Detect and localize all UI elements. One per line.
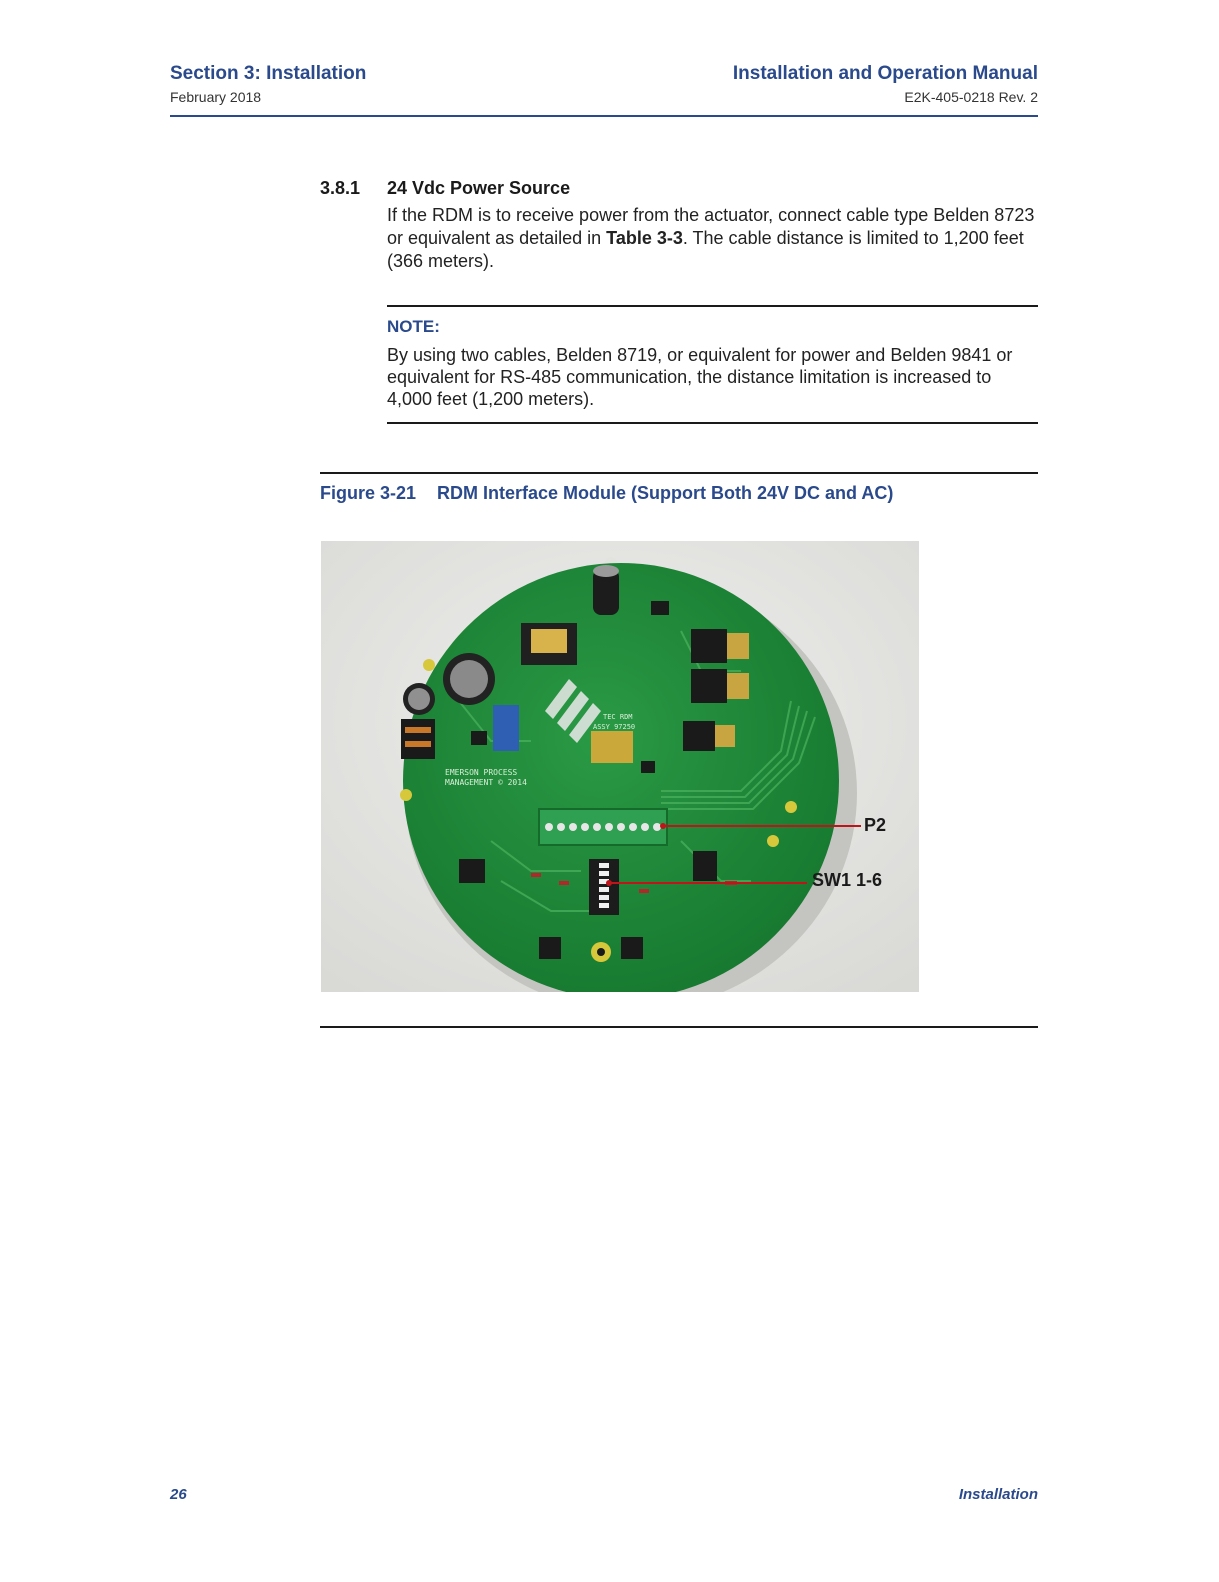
callout-sw1: SW1 1-6 — [812, 870, 883, 890]
callout-p2: P2 — [864, 815, 887, 835]
header-date: February 2018 — [170, 89, 262, 105]
note-label: NOTE: — [387, 317, 440, 336]
figure-bottom-rule — [320, 1026, 1038, 1028]
note-bottom-rule — [387, 422, 1038, 424]
silkscreen-assy-2: ASSY 97250 — [593, 723, 636, 731]
figure-number: Figure 3-21 — [320, 483, 417, 503]
silkscreen-maker-2: MANAGEMENT © 2014 — [445, 778, 527, 787]
figure-top-rule — [320, 472, 1038, 474]
header-rule — [170, 115, 1038, 117]
figure-photo-pcb — [321, 541, 919, 992]
silkscreen-assy-1: TEC RDM — [603, 713, 633, 721]
footer-page-number: 26 — [170, 1486, 187, 1503]
section-body-text-2: . The cable distance is limited to 1,200 feet (366 meters). — [387, 228, 1024, 271]
section-body-text-1: If the RDM is to receive power from the actuator, connect cable type Belden 8723 or equivalent as detailed in — [387, 205, 1035, 248]
table-reference-link[interactable]: Table 3-3 — [606, 228, 683, 248]
header-section-title: Section 3: Installation — [170, 63, 367, 84]
section-title: 24 Vdc Power Source — [387, 178, 571, 198]
footer-section-name: Installation — [958, 1486, 1038, 1503]
section-number: 3.8.1 — [320, 178, 361, 198]
section-body — [387, 204, 1037, 273]
header-doc-number: E2K-405-0218 Rev. 2 — [904, 89, 1038, 105]
header-manual-title: Installation and Operation Manual — [732, 63, 1038, 84]
silkscreen-maker-1: EMERSON PROCESS — [445, 768, 518, 777]
note-top-rule — [387, 305, 1038, 307]
note-body: By using two cables, Belden 8719, or equivalent for power and Belden 9841 or equivalent for RS-485 communication, the distance limitation is increased to 4,000 feet (1,200 meters). — [387, 345, 1013, 409]
figure-title: RDM Interface Module (Support Both 24V DC and AC) — [437, 483, 894, 503]
